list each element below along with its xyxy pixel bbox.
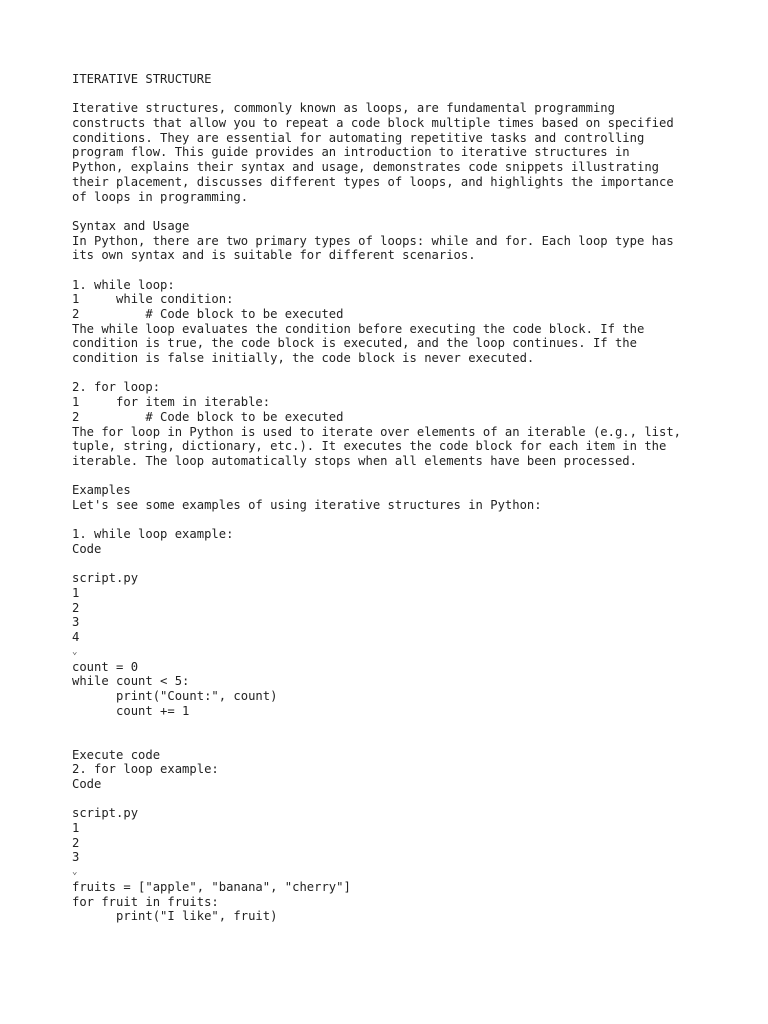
syntax-text-line: its own syntax and is suitable for different scenarios. [72, 248, 476, 263]
examples-intro: Let's see some examples of using iterative structures in Python: [72, 497, 542, 512]
examples-heading: Examples [72, 483, 131, 498]
spacer [72, 733, 712, 748]
intro-line: constructs that allow you to repeat a code block multiple times based on specified [72, 116, 674, 131]
while-loop-description-line: The while loop evaluates the condition before executing the code block. If the [72, 321, 645, 336]
for-example-block [72, 762, 712, 924]
filename-label: script.py [72, 571, 139, 586]
spacer [72, 557, 712, 572]
filename-label: script.py [72, 806, 139, 821]
chevron-down-icon[interactable]: ⌄ [72, 867, 78, 878]
code-line: print("Count:", count) [72, 688, 278, 703]
for-loop-heading: 2. for loop: [72, 380, 161, 395]
intro-line: their placement, discusses different types of loops, and highlights the importance [72, 174, 674, 189]
code-line: count = 0 [72, 659, 139, 674]
while-example-heading: 1. while loop example: [72, 527, 234, 542]
syntax-heading: Syntax and Usage [72, 218, 190, 233]
code-line: while count < 5: [72, 674, 190, 689]
intro-paragraph [72, 101, 712, 204]
code-line: print("I like", fruit) [72, 909, 278, 924]
spacer [72, 718, 712, 733]
for-loop-code-line: 2 # Code block to be executed [72, 409, 344, 424]
line-number: 3 [72, 850, 80, 865]
spacer [72, 366, 712, 381]
spacer [72, 469, 712, 484]
line-number: 1 [72, 586, 80, 601]
line-number: 3 [72, 615, 80, 630]
for-loop-description-line: The for loop in Python is used to iterate over elements of an iterable (e.g., list, [72, 424, 682, 439]
line-number: 2 [72, 600, 80, 615]
execute-code-button[interactable]: Execute code [72, 747, 161, 762]
code-line: count += 1 [72, 703, 190, 718]
while-loop-code-line: 2 # Code block to be executed [72, 307, 344, 321]
line-number: 4 [72, 630, 80, 645]
while-loop-code-line: 1 while condition: [72, 292, 234, 307]
spacer [72, 87, 712, 102]
intro-line: Iterative structures, commonly known as loops, are fundamental programming [72, 101, 615, 116]
spacer [72, 513, 712, 528]
document-page [72, 72, 712, 924]
for-example-heading: 2. for loop example: [72, 762, 219, 777]
intro-line: Python, explains their syntax and usage, demonstrates code snippets illustrating [72, 160, 659, 175]
for-loop-description-line: tuple, string, dictionary, etc.). It executes the code block for each item in the [72, 439, 667, 454]
spacer [72, 263, 712, 278]
spacer [72, 792, 712, 807]
line-number: 2 [72, 835, 80, 850]
while-loop-heading: 1. while loop: [72, 277, 175, 292]
line-number: 1 [72, 821, 80, 836]
chevron-down-icon[interactable]: ⌄ [72, 646, 78, 657]
while-loop-description-line: condition is true, the code block is executed, and the loop continues. If the [72, 336, 637, 351]
while-loop-description-line: condition is false initially, the code block is never executed. [72, 351, 535, 366]
intro-line: of loops in programming. [72, 189, 249, 204]
code-line: for fruit in fruits: [72, 894, 219, 909]
spacer [72, 204, 712, 219]
intro-line: program flow. This guide provides an introduction to iterative structures in [72, 145, 630, 160]
while-example-block [72, 527, 712, 762]
syntax-text-line: In Python, there are two primary types of loops: while and for. Each loop type has [72, 233, 674, 248]
for-loop-description-line: iterable. The loop automatically stops when all elements have been processed. [72, 453, 637, 468]
code-tab[interactable]: Code [72, 777, 102, 791]
for-loop-code-line: 1 for item in iterable: [72, 395, 271, 410]
code-tab[interactable]: Code [72, 542, 102, 556]
code-line: fruits = ["apple", "banana", "cherry"] [72, 879, 351, 894]
intro-line: conditions. They are essential for automating repetitive tasks and controlling [72, 130, 645, 145]
document-title: ITERATIVE STRUCTURE [72, 72, 212, 86]
